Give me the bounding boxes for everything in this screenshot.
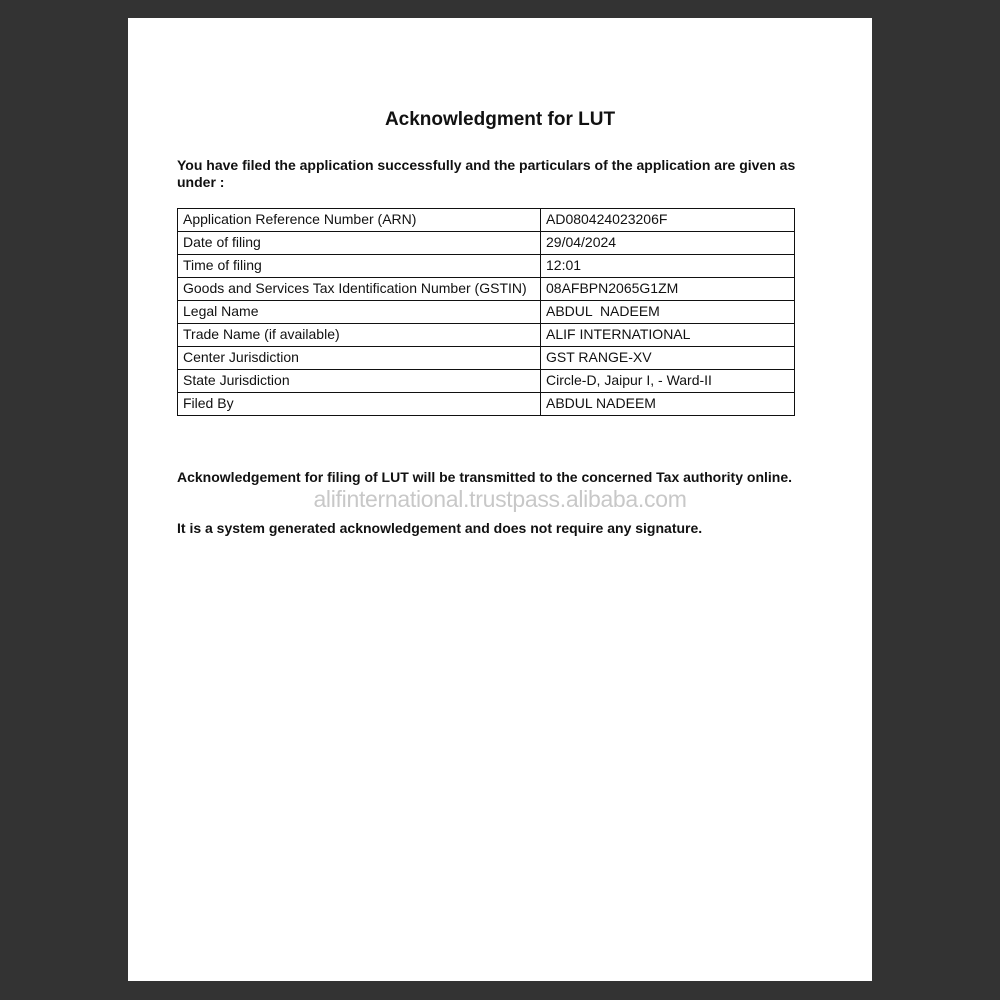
document-page (128, 18, 872, 981)
trade-name-value: ALIF INTERNATIONAL (541, 324, 795, 347)
table-row (178, 370, 795, 393)
time-of-filing-value: 12:01 (541, 255, 795, 278)
page-title: Acknowledgment for LUT (384, 109, 616, 130)
date-of-filing-label: Date of filing (178, 232, 541, 255)
date-of-filing-value: 29/04/2024 (541, 232, 795, 255)
center-jurisdiction-value: GST RANGE-XV (541, 347, 795, 370)
state-jurisdiction-label: State Jurisdiction (178, 370, 541, 393)
table-row (178, 209, 795, 232)
gstin-value: 08AFBPN2065G1ZM (541, 278, 795, 301)
intro-text: You have filed the application successfully and the particulars of the application are given as under : (177, 157, 796, 190)
filed-by-value: ABDUL NADEEM (541, 393, 795, 416)
table-row (178, 301, 795, 324)
legal-name-value: ABDUL NADEEM (541, 301, 795, 324)
table-row (178, 278, 795, 301)
arn-label: Application Reference Number (ARN) (178, 209, 541, 232)
gstin-label: Goods and Services Tax Identification Number (GSTIN) (178, 278, 541, 301)
time-of-filing-label: Time of filing (178, 255, 541, 278)
table-row (178, 393, 795, 416)
system-generated-note: It is a system generated acknowledgement and does not require any signature. (177, 520, 703, 536)
watermark: alifinternational.trustpass.alibaba.com (313, 486, 687, 512)
arn-value: AD080424023206F (541, 209, 795, 232)
details-table (177, 208, 795, 416)
table-row (178, 324, 795, 347)
filed-by-label: Filed By (178, 393, 541, 416)
table-row (178, 255, 795, 278)
trade-name-label: Trade Name (if available) (178, 324, 541, 347)
transmit-note: Acknowledgement for filing of LUT will be transmitted to the concerned Tax authority online. (177, 469, 793, 485)
table-row (178, 347, 795, 370)
state-jurisdiction-value: Circle-D, Jaipur I, - Ward-II (541, 370, 795, 393)
table-row (178, 232, 795, 255)
center-jurisdiction-label: Center Jurisdiction (178, 347, 541, 370)
legal-name-label: Legal Name (178, 301, 541, 324)
